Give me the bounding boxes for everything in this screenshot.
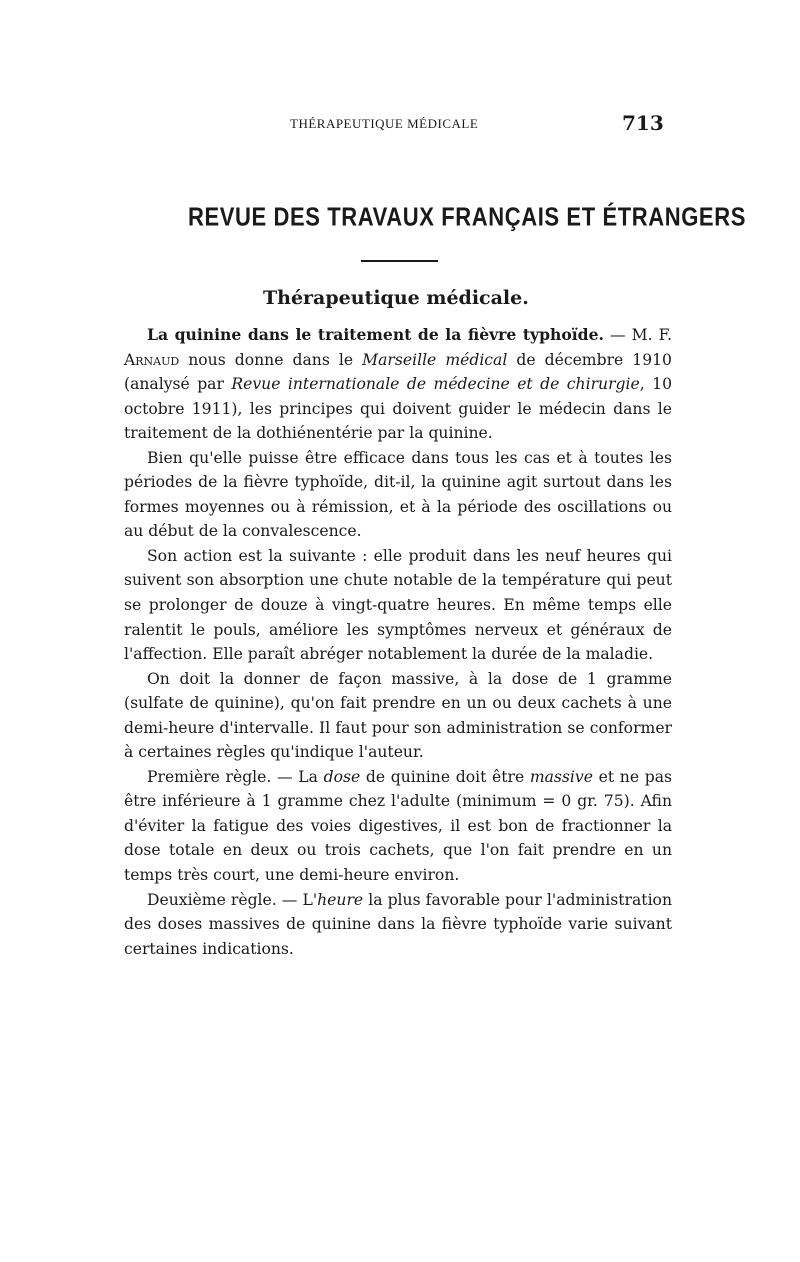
rule-2-text-b: la plus favorable pour l'administration des doses massives de quinine dans la fièvre typhoïde varie suivant certaines indications.: [124, 890, 672, 958]
title-dash: —: [603, 326, 632, 344]
rule-2-emphasis-heure: heure: [317, 890, 364, 909]
paragraph-1: [124, 323, 672, 446]
paragraph-4: On doit la donner de façon massive, à la dose de 1 gramme (sulfate de quinine), qu'on fait prendre en un ou deux cachets à une demi-heure d'intervalle. Il faut pour son administration se conformer à certaines règles qu'indique l'auteur.: [124, 669, 672, 762]
paragraph-5: [124, 765, 672, 888]
paragraph-6: [124, 888, 672, 962]
paragraph-2: Bien qu'elle puisse être efficace dans tous les cas et à toutes les périodes de la fièvre typhoïde, dit-il, la quinine agit surtout dans les formes moyennes ou à rémission, et à la période des oscillations ou au début de la convalescence.: [124, 448, 672, 541]
intro-text-1: nous donne dans le: [179, 350, 363, 369]
rule-1-text-a: Première règle. — La: [147, 767, 324, 786]
intro-text-3: , 10 octobre 1911), les principes qui doivent guider le médecin dans le traitement de la dothiénentérie par la quinine.: [124, 375, 672, 443]
rule-1-emphasis-massive: massive: [529, 767, 593, 786]
rule-1-text-b: de quinine doit être: [360, 767, 530, 786]
author-prefix: M. F.: [631, 326, 673, 344]
article-title: La quinine dans le traitement de la fièvre typhoïde.: [147, 325, 604, 344]
journal-name-1: Marseille médical: [362, 350, 508, 369]
title-rule: [361, 260, 438, 262]
subsection-title: Thérapeutique médicale.: [263, 287, 529, 309]
journal-name-2: Revue internationale de médecine et de chirurgie: [231, 375, 640, 394]
rule-1-emphasis-dose: dose: [323, 767, 361, 786]
article-body: [124, 323, 672, 961]
running-head: THÉRAPEUTIQUE MÉDICALE: [290, 116, 479, 131]
section-title: REVUE DES TRAVAUX FRANÇAIS ET ÉTRANGERS: [188, 202, 746, 232]
intro-text-2: de décembre 1910 (analysé par: [124, 350, 672, 394]
rule-2-text-a: Deuxième règle. — L': [147, 890, 318, 909]
author-name: Arnaud: [124, 350, 180, 369]
page-number: 713: [622, 111, 664, 135]
rule-1-text-c: et ne pas être inférieure à 1 gramme chez l'adulte (minimum = 0 gr. 75). Afin d'éviter la fatigue des voies digestives, il est bon de fractionner la dose totale en deux ou trois cachets, que l'on fait prendre en un temps très court, une demi-heure environ.: [124, 767, 672, 885]
paragraph-3: Son action est la suivante : elle produit dans les neuf heures qui suivent son absorption une chute notable de la température qui peut se prolonger de douze à vingt-quatre heures. En même temps elle ralentit le pouls, améliore les symptômes nerveux et généraux de l'affection. Elle paraît abréger notablement la durée de la maladie.: [124, 546, 672, 664]
